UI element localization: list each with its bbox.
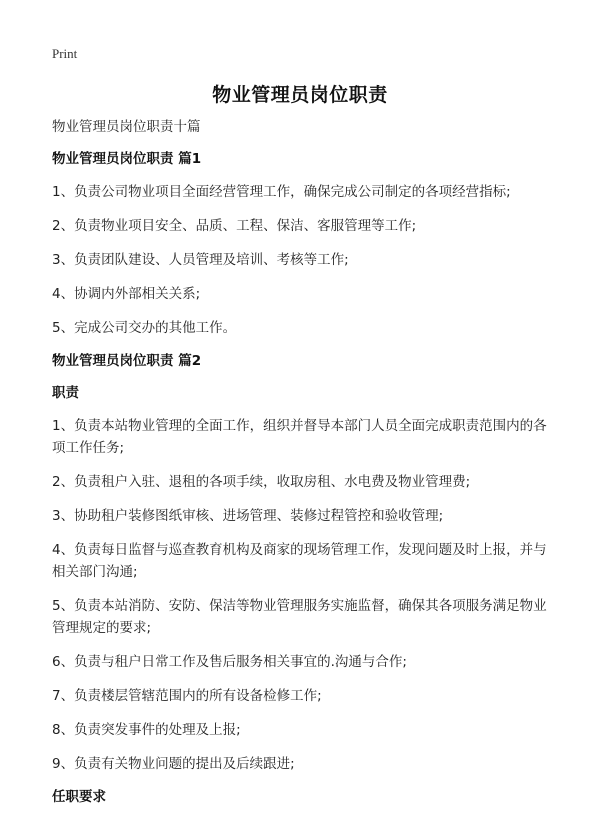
list-item: 9、负责有关物业问题的提出及后续跟进; — [52, 756, 295, 772]
requirements-heading: 任职要求 — [52, 789, 106, 805]
print-label: Print — [52, 46, 78, 61]
list-item: 2、负责物业项目安全、品质、工程、保洁、客服管理等工作; — [52, 218, 417, 234]
list-item: 2、负责租户入驻、退租的各项手续，收取房租、水电费及物业管理费; — [52, 474, 471, 490]
list-item: 1、负责本站物业管理的全面工作，组织并督导本部门人员全面完成职责范围内的各项工作任务; — [52, 418, 547, 456]
document-content — [52, 117, 552, 819]
list-item: 7、负责楼层管辖范围内的所有设备检修工作; — [52, 688, 322, 704]
list-item: 6、负责与租户日常工作及售后服务相关事宜的.沟通与合作; — [52, 654, 407, 670]
list-item: 4、负责每日监督与巡查教育机构及商家的现场管理工作，发现问题及时上报，并与相关部门沟通; — [52, 542, 547, 580]
list-item: 3、协助租户装修图纸审核、进场管理、装修过程管控和验收管理; — [52, 508, 444, 524]
document-subtitle: 物业管理员岗位职责十篇 — [52, 119, 201, 135]
list-item: 3、负责团队建设、人员管理及培训、考核等工作; — [52, 252, 349, 268]
list-item: 5、完成公司交办的其他工作。 — [52, 320, 237, 336]
list-item: 1、负责公司物业项目全面经营管理工作，确保完成公司制定的各项经营指标; — [52, 184, 511, 200]
duties-heading: 职责 — [52, 385, 79, 401]
page-title: 物业管理员岗位职责 — [212, 84, 388, 106]
list-item: 5、负责本站消防、安防、保洁等物业管理服务实施监督，确保其各项服务满足物业管理规定的要求; — [52, 598, 547, 636]
list-item: 8、负责突发事件的处理及上报; — [52, 722, 241, 738]
list-item: 4、协调内外部相关关系; — [52, 286, 201, 302]
section-heading-2: 物业管理员岗位职责 篇2 — [52, 353, 202, 369]
section-heading-1: 物业管理员岗位职责 篇1 — [52, 151, 202, 167]
